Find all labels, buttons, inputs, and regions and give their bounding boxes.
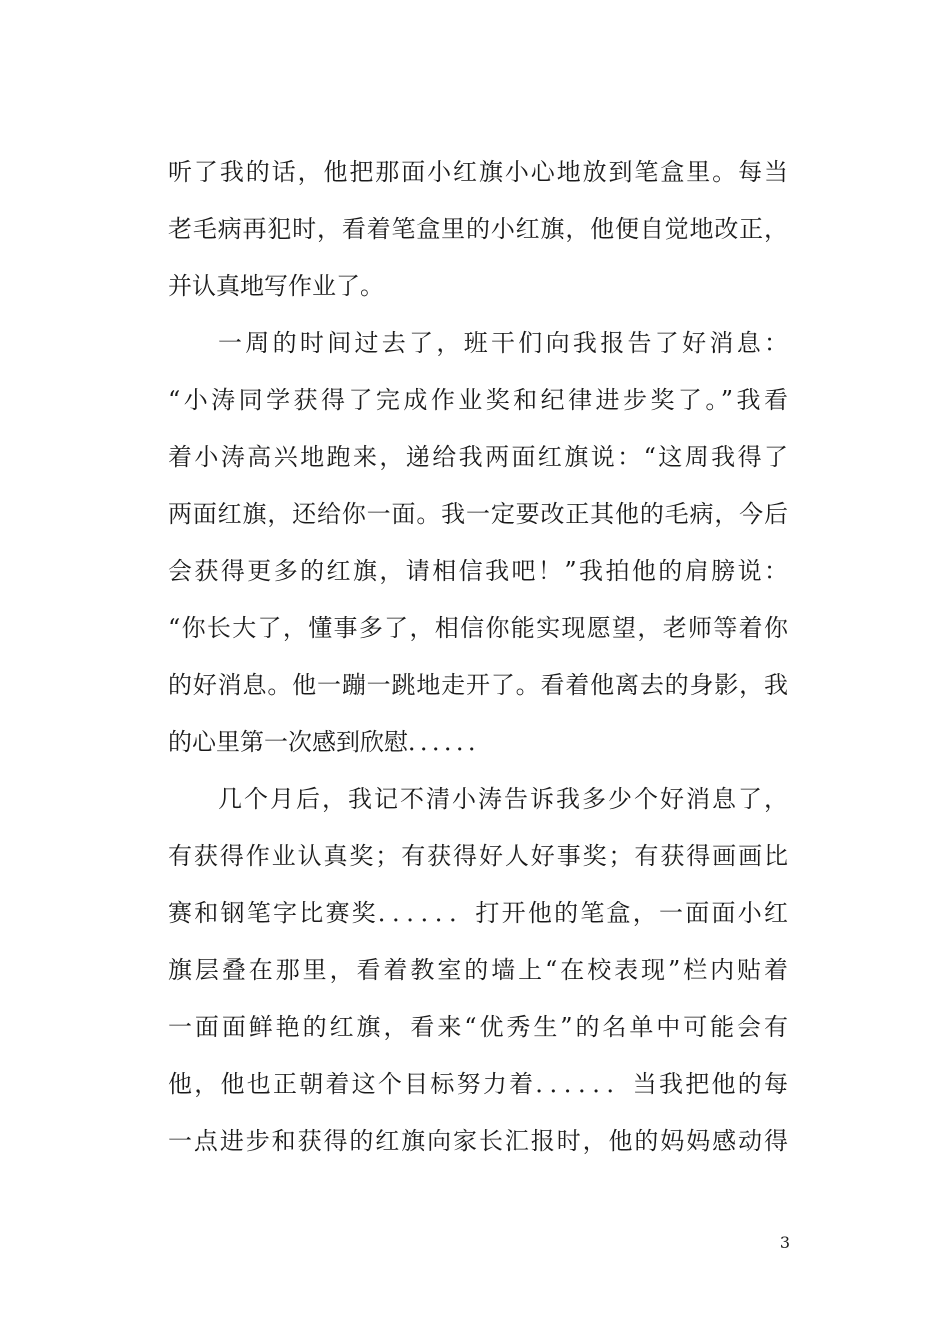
body-line: “你长大了，懂事多了，相信你能实现愿望，老师等着你 xyxy=(168,614,788,642)
body-line: 他，他也正朝着这个目标努力着．．．．．．当我把他的每 xyxy=(168,1070,788,1098)
body-line: 老毛病再犯时，看着笔盒里的小红旗，他便自觉地改正， xyxy=(168,215,788,243)
page-number: 3 xyxy=(779,1233,790,1252)
body-line: 几个月后，我记不清小涛告诉我多少个好消息了， xyxy=(218,785,788,813)
body-line: 旗层叠在那里，看着教室的墙上“在校表现”栏内贴着 xyxy=(168,956,788,984)
body-line: 赛和钢笔字比赛奖．．．．．．打开他的笔盒，一面面小红 xyxy=(168,899,788,927)
body-line: 听了我的话，他把那面小红旗小心地放到笔盒里。每当 xyxy=(168,158,788,186)
body-line: 的好消息。他一蹦一跳地走开了。看着他离去的身影，我 xyxy=(168,671,788,699)
body-line: 会获得更多的红旗，请相信我吧！”我拍他的肩膀说： xyxy=(168,557,788,585)
body-line: 并认真地写作业了。 xyxy=(168,272,384,300)
body-line: 的心里第一次感到欣慰．．．．．． xyxy=(168,728,492,756)
body-line: 着小涛高兴地跑来，递给我两面红旗说：“这周我得了 xyxy=(168,443,788,471)
body-line: 两面红旗，还给你一面。我一定要改正其他的毛病，今后 xyxy=(168,500,788,528)
body-line: 一面面鲜艳的红旗，看来“优秀生”的名单中可能会有 xyxy=(168,1013,788,1041)
body-line: 一周的时间过去了，班干们向我报告了好消息： xyxy=(218,329,788,357)
body-line: 一点进步和获得的红旗向家长汇报时，他的妈妈感动得 xyxy=(168,1127,788,1155)
body-line: 有获得作业认真奖；有获得好人好事奖；有获得画画比 xyxy=(168,842,788,870)
body-line: “小涛同学获得了完成作业奖和纪律进步奖了。”我看 xyxy=(168,386,788,414)
